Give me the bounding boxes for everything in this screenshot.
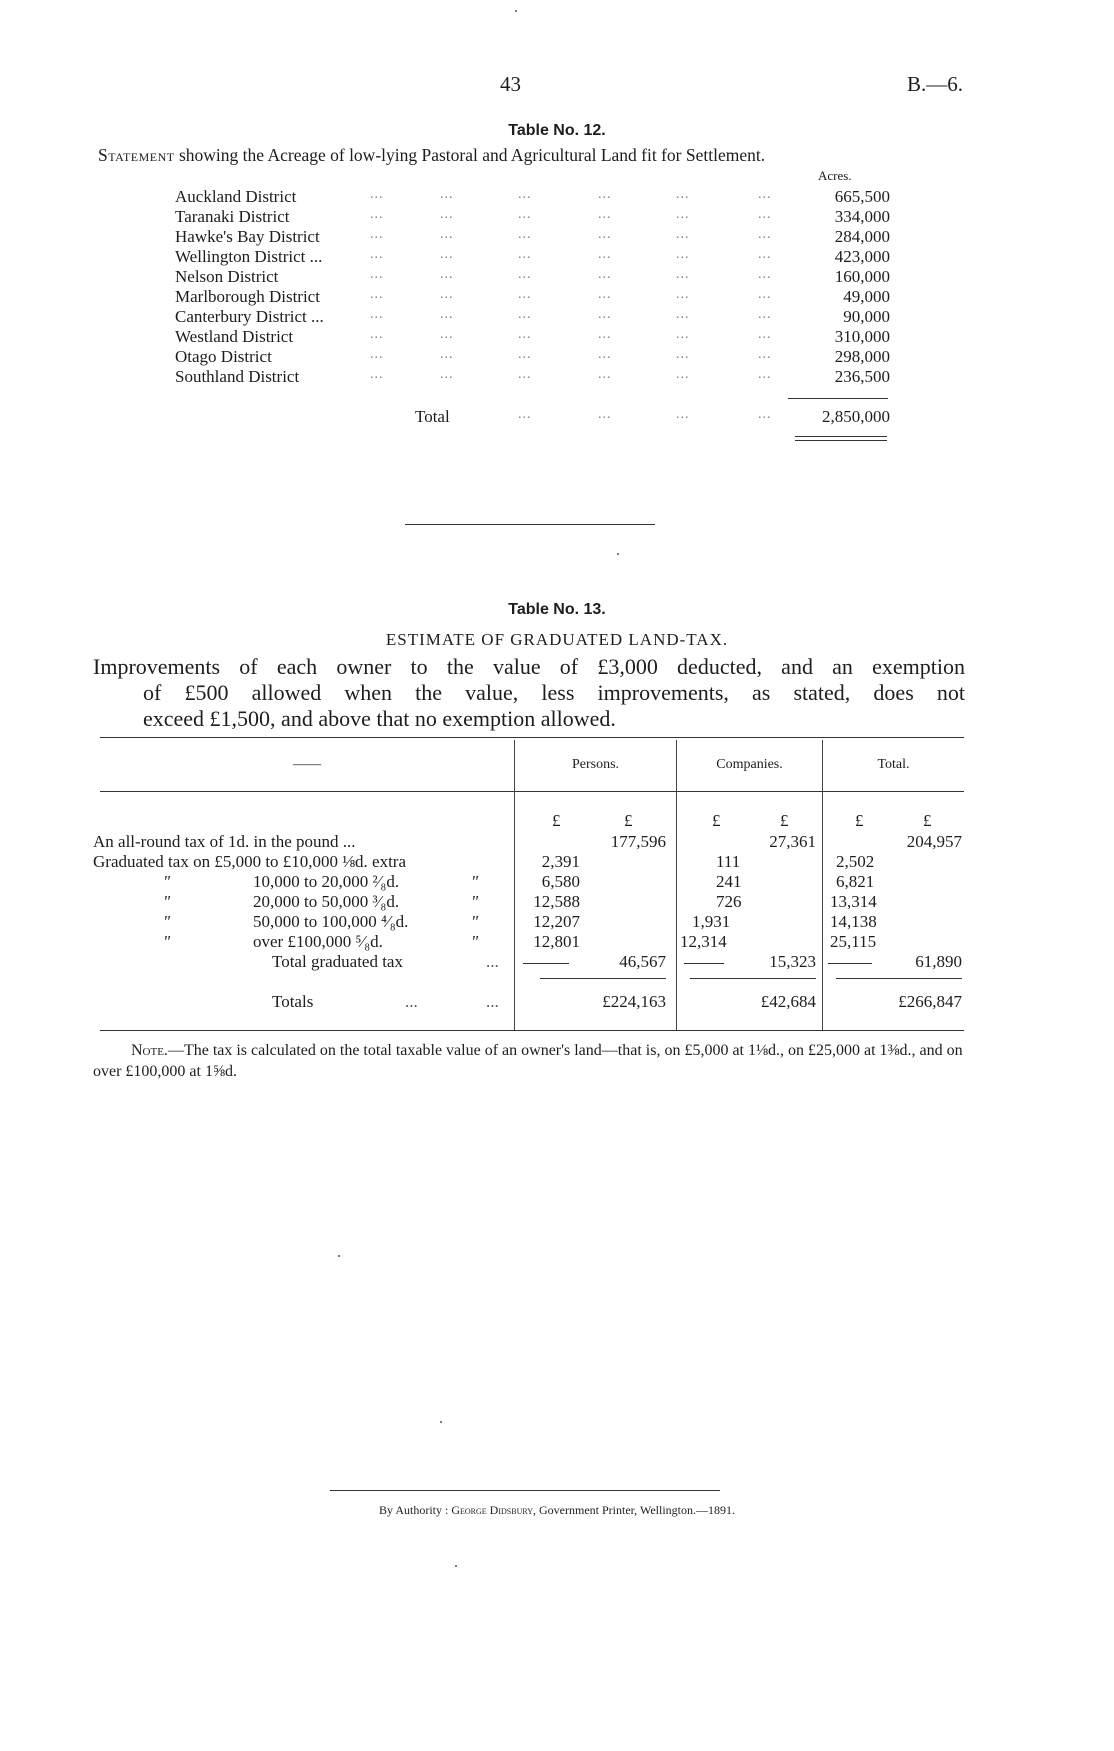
grad-row-total: 25,115 [830, 932, 877, 951]
grad-row-persons: 12,207 [533, 912, 580, 931]
note-lead: Note. [131, 1042, 168, 1059]
total-acres: 2,850,000 [822, 407, 890, 426]
ditto-mark: " [471, 932, 479, 951]
grad-row-label: 20,000 to 50,000 ³⁄₈d. [253, 892, 400, 911]
district-acres: 334,000 [834, 207, 890, 226]
leader-dots: ... [758, 327, 772, 342]
district-row [175, 367, 890, 387]
ditto-mark: " [471, 872, 479, 891]
grad-row-total: 14,138 [830, 912, 877, 931]
leader-dots: ... [758, 347, 772, 362]
district-acres: 49,000 [843, 287, 890, 306]
intro-line-3: exceed £1,500, and above that no exemption allowed. [143, 706, 616, 731]
total-currency-1: £ [855, 811, 864, 830]
table13-intro [93, 654, 965, 732]
grad-row-companies: 12,314 [680, 932, 727, 951]
leader-dots: ... [370, 267, 384, 282]
leader-dots: ... [370, 287, 384, 302]
grad-row-companies: 726 [716, 892, 742, 911]
district-name: Canterbury District ... [175, 307, 324, 326]
total-currency-2: £ [923, 811, 932, 830]
section-divider [405, 524, 655, 525]
grad-row-label: 10,000 to 20,000 ²⁄₈d. [253, 872, 400, 891]
leader-dots: ... [676, 307, 690, 322]
imprint-printer: George Didsbury [451, 1503, 534, 1517]
leader-dots: ... [676, 347, 690, 362]
total-graduated-dots: ... [486, 952, 499, 971]
scan-speck [515, 10, 517, 12]
leader-dots: ... [598, 407, 612, 422]
totals-rule-persons [540, 978, 666, 979]
leader-dots: ... [758, 367, 772, 382]
district-acres: 160,000 [834, 267, 890, 286]
leader-dots: ... [370, 347, 384, 362]
district-row [175, 307, 890, 327]
grad-row-label: Graduated tax on £5,000 to £10,000 ⅛d. extra [93, 852, 407, 871]
column-divider-3 [822, 740, 823, 1030]
leader-dots: ... [370, 367, 384, 382]
allround-companies: 27,361 [769, 832, 816, 851]
persons-column-header: Persons. [571, 757, 620, 772]
note-text: —The tax is calculated on the total taxable value of an owner's land—that is, on £5,000 at 1⅛d., on £25,000 at 1⅜d., and on over £100,000 at 1⅝d. [93, 1042, 963, 1080]
column-divider-1 [514, 740, 515, 1030]
leader-dots: ... [370, 327, 384, 342]
district-name: Hawke's Bay District [175, 227, 320, 246]
grad-row-persons: 6,580 [541, 872, 580, 891]
district-name: Nelson District [175, 267, 279, 286]
table-header-rule [100, 791, 964, 792]
leader-dots: ... [676, 287, 690, 302]
leader-dots: ... [440, 327, 454, 342]
grad-row-companies: 241 [716, 872, 742, 891]
leader-dots: ... [758, 187, 772, 202]
totals-dots-2: ... [486, 992, 499, 1011]
printer-imprint [0, 1503, 1114, 1518]
grad-row-companies: 111 [716, 852, 741, 871]
district-acres: 310,000 [834, 327, 890, 346]
table-top-rule [100, 737, 964, 738]
companies-sum-rule [684, 963, 724, 964]
grad-row-label: 50,000 to 100,000 ⁴⁄₈d. [253, 912, 409, 931]
series-code: B.—6. [907, 72, 964, 96]
totals-dots-1: ... [405, 992, 418, 1011]
leader-dots: ... [518, 347, 532, 362]
leader-dots: ... [518, 327, 532, 342]
grad-row-persons: 12,588 [533, 892, 580, 911]
leader-dots: ... [440, 207, 454, 222]
leader-dots: ... [758, 307, 772, 322]
leader-dots: ... [370, 247, 384, 262]
leader-dots: ... [598, 367, 612, 382]
leader-dots: ... [676, 407, 690, 422]
leader-dots: ... [676, 267, 690, 282]
table-bottom-rule [100, 1030, 964, 1031]
grad-row-total: 13,314 [830, 892, 877, 911]
district-name: Taranaki District [175, 207, 290, 226]
total-graduated-label: Total graduated tax [272, 952, 403, 971]
persons-sum-rule [523, 963, 569, 964]
grad-row-label: over £100,000 ⁵⁄₈d. [253, 932, 383, 951]
district-total-row [175, 407, 890, 427]
total-sum-rule [828, 963, 872, 964]
district-acres: 298,000 [834, 347, 890, 366]
scan-speck [440, 1421, 442, 1423]
district-row [175, 227, 890, 247]
total-rule-double-2 [795, 440, 887, 441]
leader-dots: ... [598, 307, 612, 322]
totals-total: £266,847 [898, 992, 962, 1011]
leader-dots: ... [598, 187, 612, 202]
ditto-mark: " [163, 912, 171, 931]
totals-companies: £42,684 [760, 992, 816, 1011]
district-row [175, 267, 890, 287]
allround-total: 204,957 [906, 832, 962, 851]
leader-dots: ... [370, 207, 384, 222]
leader-dots: ... [518, 227, 532, 242]
total-rule-double-1 [795, 436, 887, 437]
ditto-mark: " [163, 932, 171, 951]
table12-subtitle-lead: Statement [98, 145, 175, 165]
leader-dots: ... [758, 287, 772, 302]
leader-dots: ... [676, 187, 690, 202]
total-label: Total [415, 407, 450, 426]
allround-label: An all-round tax of 1d. in the pound ... [93, 832, 356, 851]
intro-line-1: Improvements of each owner to the value of £3,000 deducted, and an exemption [93, 654, 965, 679]
leader-dots: ... [440, 367, 454, 382]
leader-dots: ... [758, 267, 772, 282]
district-acres: 284,000 [834, 227, 890, 246]
imprint-prefix: By Authority : [379, 1503, 452, 1517]
leader-dots: ... [440, 347, 454, 362]
grad-row-companies: 1,931 [692, 912, 731, 931]
leader-dots: ... [518, 247, 532, 262]
ditto-mark: " [471, 892, 479, 911]
table13-note [93, 1040, 965, 1082]
table12-title: Table No. 12. [508, 122, 606, 139]
scan-speck [338, 1255, 340, 1257]
persons-currency-1: £ [552, 811, 561, 830]
leader-dots: ... [518, 287, 532, 302]
leader-dots: ... [758, 407, 772, 422]
grad-row-total: 2,502 [836, 852, 875, 871]
district-name: Marlborough District [175, 287, 320, 306]
total-graduated-total: 61,890 [915, 952, 962, 971]
grad-row-persons: 12,801 [533, 932, 580, 951]
district-name: Southland District [175, 367, 300, 386]
leader-dots: ... [370, 187, 384, 202]
ditto-mark: " [471, 912, 479, 931]
total-column-header: Total. [877, 757, 910, 772]
leader-dots: ... [518, 267, 532, 282]
companies-column-header: Companies. [716, 757, 783, 772]
leader-dots: ... [440, 307, 454, 322]
leader-dots: ... [676, 327, 690, 342]
scan-speck [617, 553, 619, 555]
ditto-mark: " [163, 892, 171, 911]
leader-dots: ... [598, 327, 612, 342]
district-row [175, 347, 890, 367]
leader-dots: ... [518, 407, 532, 422]
district-acres: 665,500 [834, 187, 890, 206]
leader-dots: ... [370, 227, 384, 242]
table12-subtitle [98, 145, 972, 166]
district-name: Wellington District ... [175, 247, 323, 266]
leader-dots: ... [598, 207, 612, 222]
grad-row-total: 6,821 [836, 872, 875, 891]
leader-dots: ... [440, 267, 454, 282]
ditto-mark: " [163, 872, 171, 891]
leader-dots: ... [758, 227, 772, 242]
district-acres: 423,000 [834, 247, 890, 266]
leader-dots: ... [598, 227, 612, 242]
leader-dots: ... [440, 247, 454, 262]
column-divider-2 [676, 740, 677, 1030]
leader-dots: ... [518, 307, 532, 322]
district-row [175, 247, 890, 267]
district-name: Auckland District [175, 187, 297, 206]
leader-dots: ... [598, 347, 612, 362]
companies-currency-1: £ [712, 811, 721, 830]
totals-rule-total [836, 978, 962, 979]
imprint-suffix: , Government Printer, Wellington.—1891. [533, 1503, 735, 1517]
leader-dots: ... [440, 187, 454, 202]
allround-persons: 177,596 [610, 832, 666, 851]
grad-row-persons: 2,391 [541, 852, 580, 871]
leader-dots: ... [518, 367, 532, 382]
district-acres: 90,000 [843, 307, 890, 326]
district-row [175, 327, 890, 347]
total-graduated-companies: 15,323 [769, 952, 816, 971]
table13-subtitle: ESTIMATE OF GRADUATED LAND-TAX. [385, 630, 729, 649]
district-row [175, 187, 890, 207]
totals-label: Totals [272, 992, 314, 1011]
leader-dots: ... [598, 247, 612, 262]
leader-dots: ... [758, 207, 772, 222]
blank-column-header: —— [293, 757, 321, 772]
district-name: Otago District [175, 347, 272, 366]
leader-dots: ... [440, 227, 454, 242]
table12-subtitle-rest: showing the Acreage of low-lying Pastoral and Agricultural Land fit for Settlement. [174, 145, 766, 165]
leader-dots: ... [370, 307, 384, 322]
leader-dots: ... [676, 367, 690, 382]
district-name: Westland District [175, 327, 294, 346]
leader-dots: ... [518, 187, 532, 202]
totals-rule-companies [690, 978, 816, 979]
acres-header: Acres. [818, 168, 852, 183]
leader-dots: ... [440, 287, 454, 302]
total-graduated-persons: 46,567 [619, 952, 666, 971]
district-acres: 236,500 [834, 367, 890, 386]
leader-dots: ... [598, 267, 612, 282]
district-row [175, 207, 890, 227]
leader-dots: ... [676, 247, 690, 262]
table13-title: Table No. 13. [508, 601, 606, 618]
leader-dots: ... [676, 207, 690, 222]
totals-persons: £224,163 [602, 992, 666, 1011]
leader-dots: ... [598, 287, 612, 302]
total-rule-top [788, 398, 888, 399]
page-number: 43 [500, 72, 521, 96]
footer-rule [330, 1490, 720, 1491]
leader-dots: ... [518, 207, 532, 222]
companies-currency-2: £ [780, 811, 789, 830]
district-row [175, 287, 890, 307]
intro-line-2: of £500 allowed when the value, less improvements, as stated, does not [143, 680, 965, 705]
leader-dots: ... [676, 227, 690, 242]
scan-speck [455, 1565, 457, 1567]
persons-currency-2: £ [624, 811, 633, 830]
leader-dots: ... [758, 247, 772, 262]
